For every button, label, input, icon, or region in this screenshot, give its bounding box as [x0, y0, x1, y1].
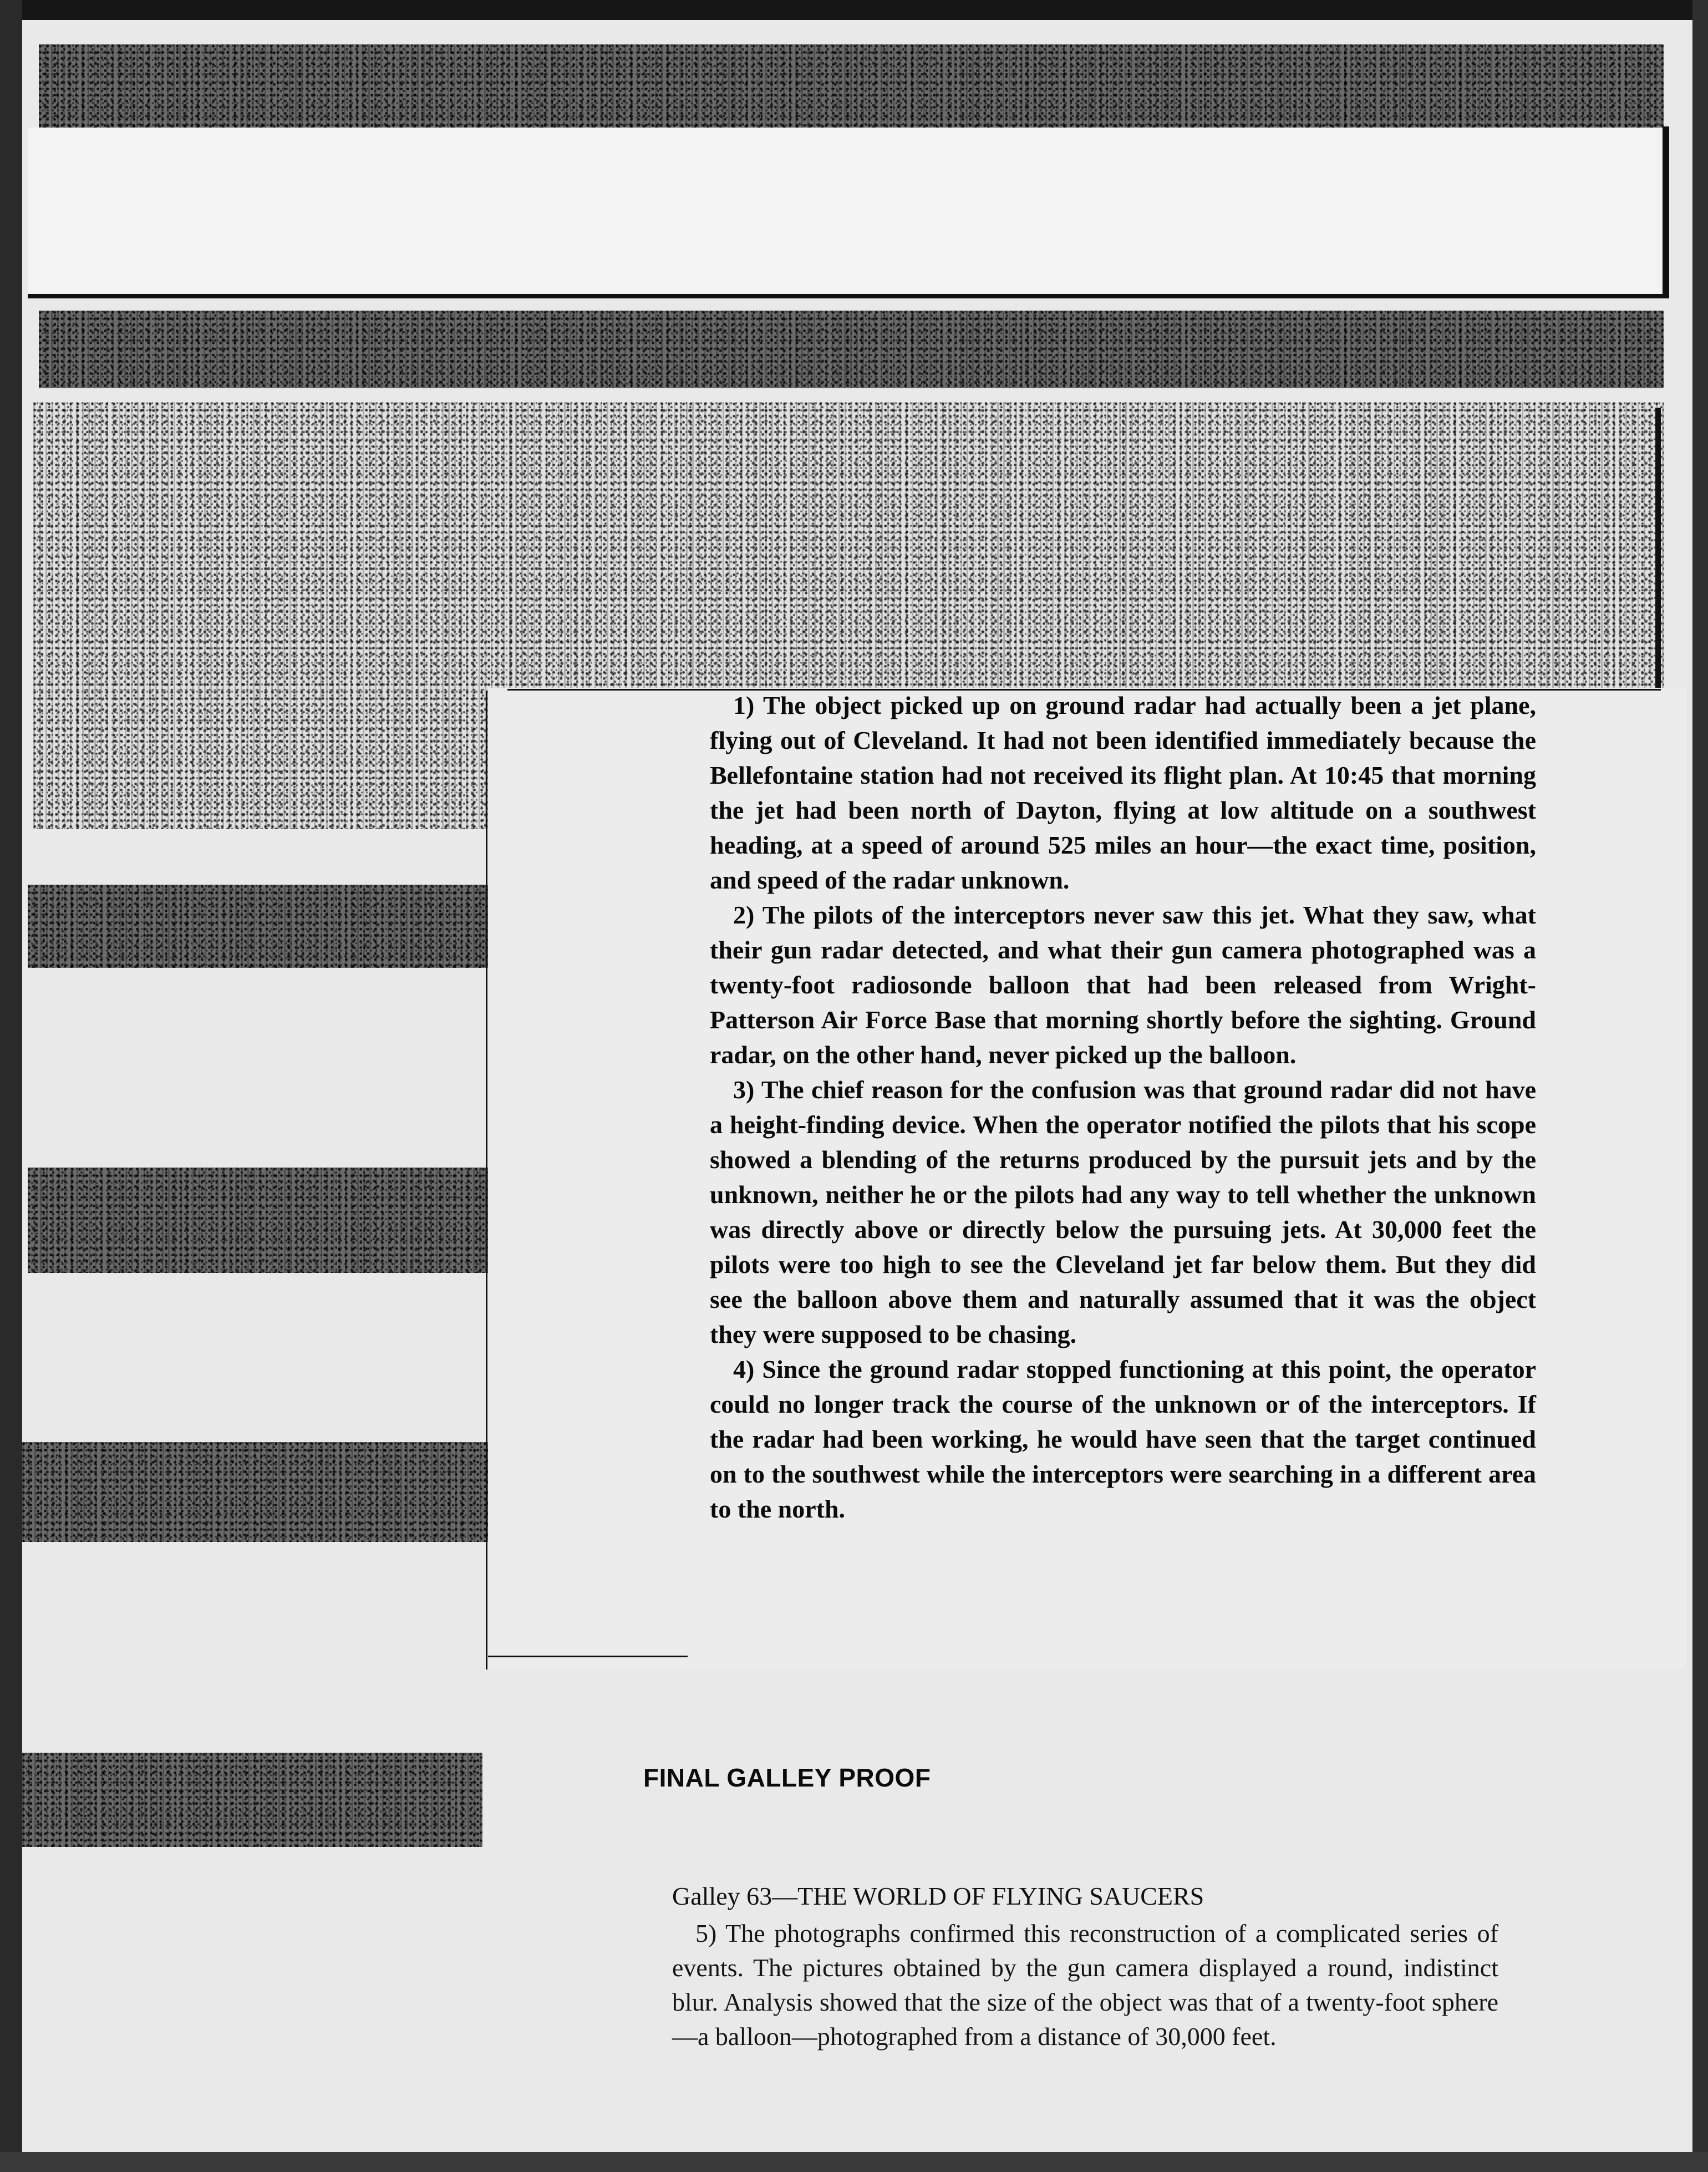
- frame-edge: [1655, 408, 1661, 693]
- scan-noise-strip: [39, 44, 1664, 128]
- film-edge-top: [0, 0, 1708, 20]
- final-galley-proof-label: FINAL GALLEY PROOF: [643, 1763, 931, 1792]
- blank-band: [28, 128, 1669, 297]
- scan-noise-strip: [28, 1168, 494, 1273]
- bottom-body: [672, 1916, 1498, 2054]
- scan-noise-area: [33, 691, 488, 829]
- paragraph: 4) Since the ground radar stopped functioning at this point, the operator could no longer track the course of the unknown or of the interceptors. If the radar had been working, he would have seen that the target continued on to the southwest while the interceptors were searching in a different area to the north.: [710, 1355, 1536, 1523]
- panel-edge: [486, 691, 487, 1669]
- frame-edge: [1663, 126, 1669, 298]
- scan-noise-area: [33, 402, 1664, 691]
- scan-noise-strip: [22, 1753, 482, 1847]
- film-edge-bottom: [0, 2152, 1708, 2172]
- paragraph: 3) The chief reason for the confusion was that ground radar did not have a height-finding device. When the operator notified the pilots that his scope showed a blending of the returns produced by the pursuit jets and by the unknown, neither he or the pilots had any way to tell whether the unknown was directly above or directly below the pursuing jets. At 30,000 feet the pilots were too high to see the Cleveland jet far below them. But they did see the balloon above them and naturally assumed that it was the object they were supposed to be chasing.: [710, 1075, 1536, 1348]
- galley-header: Galley 63—THE WORLD OF FLYING SAUCERS: [672, 1882, 1204, 1910]
- scan-noise-strip: [22, 1442, 488, 1542]
- paragraph: 5) The photographs confirmed this reconstruction of a complicated series of events. The pictures obtained by the gun camera displayed a round, indistinct blur. Analysis showed that the size of the object was that of a twenty-foot sphere—a balloon—photographed from a distance of 30,000 feet.: [672, 1919, 1498, 2051]
- scan-noise-strip: [39, 311, 1664, 388]
- paragraph: 1) The object picked up on ground radar had actually been a jet plane, flying out of Cleveland. It had not been identified immediately because the Bellefontaine station had not received its flight plan. At 10:45 that morning the jet had been north of Dayton, flying at low altitude on a southwest heading, at a speed of around 525 miles an hour—the exact time, position, and speed of the radar unknown.: [710, 691, 1536, 894]
- scan-noise-strip: [28, 885, 494, 968]
- panel-edge: [488, 1656, 688, 1657]
- divider-line: [28, 294, 1669, 298]
- film-edge-left: [0, 0, 22, 2172]
- film-edge-right: [1692, 0, 1708, 2172]
- galley-body: [710, 688, 1536, 1526]
- paragraph: 2) The pilots of the interceptors never saw this jet. What they saw, what their gun radar detected, and what their gun camera photographed was a twenty-foot radiosonde balloon that had been released from Wright-Patterson Air Force Base that morning shortly before the sighting. Ground radar, on the other hand, never picked up the balloon.: [710, 901, 1536, 1069]
